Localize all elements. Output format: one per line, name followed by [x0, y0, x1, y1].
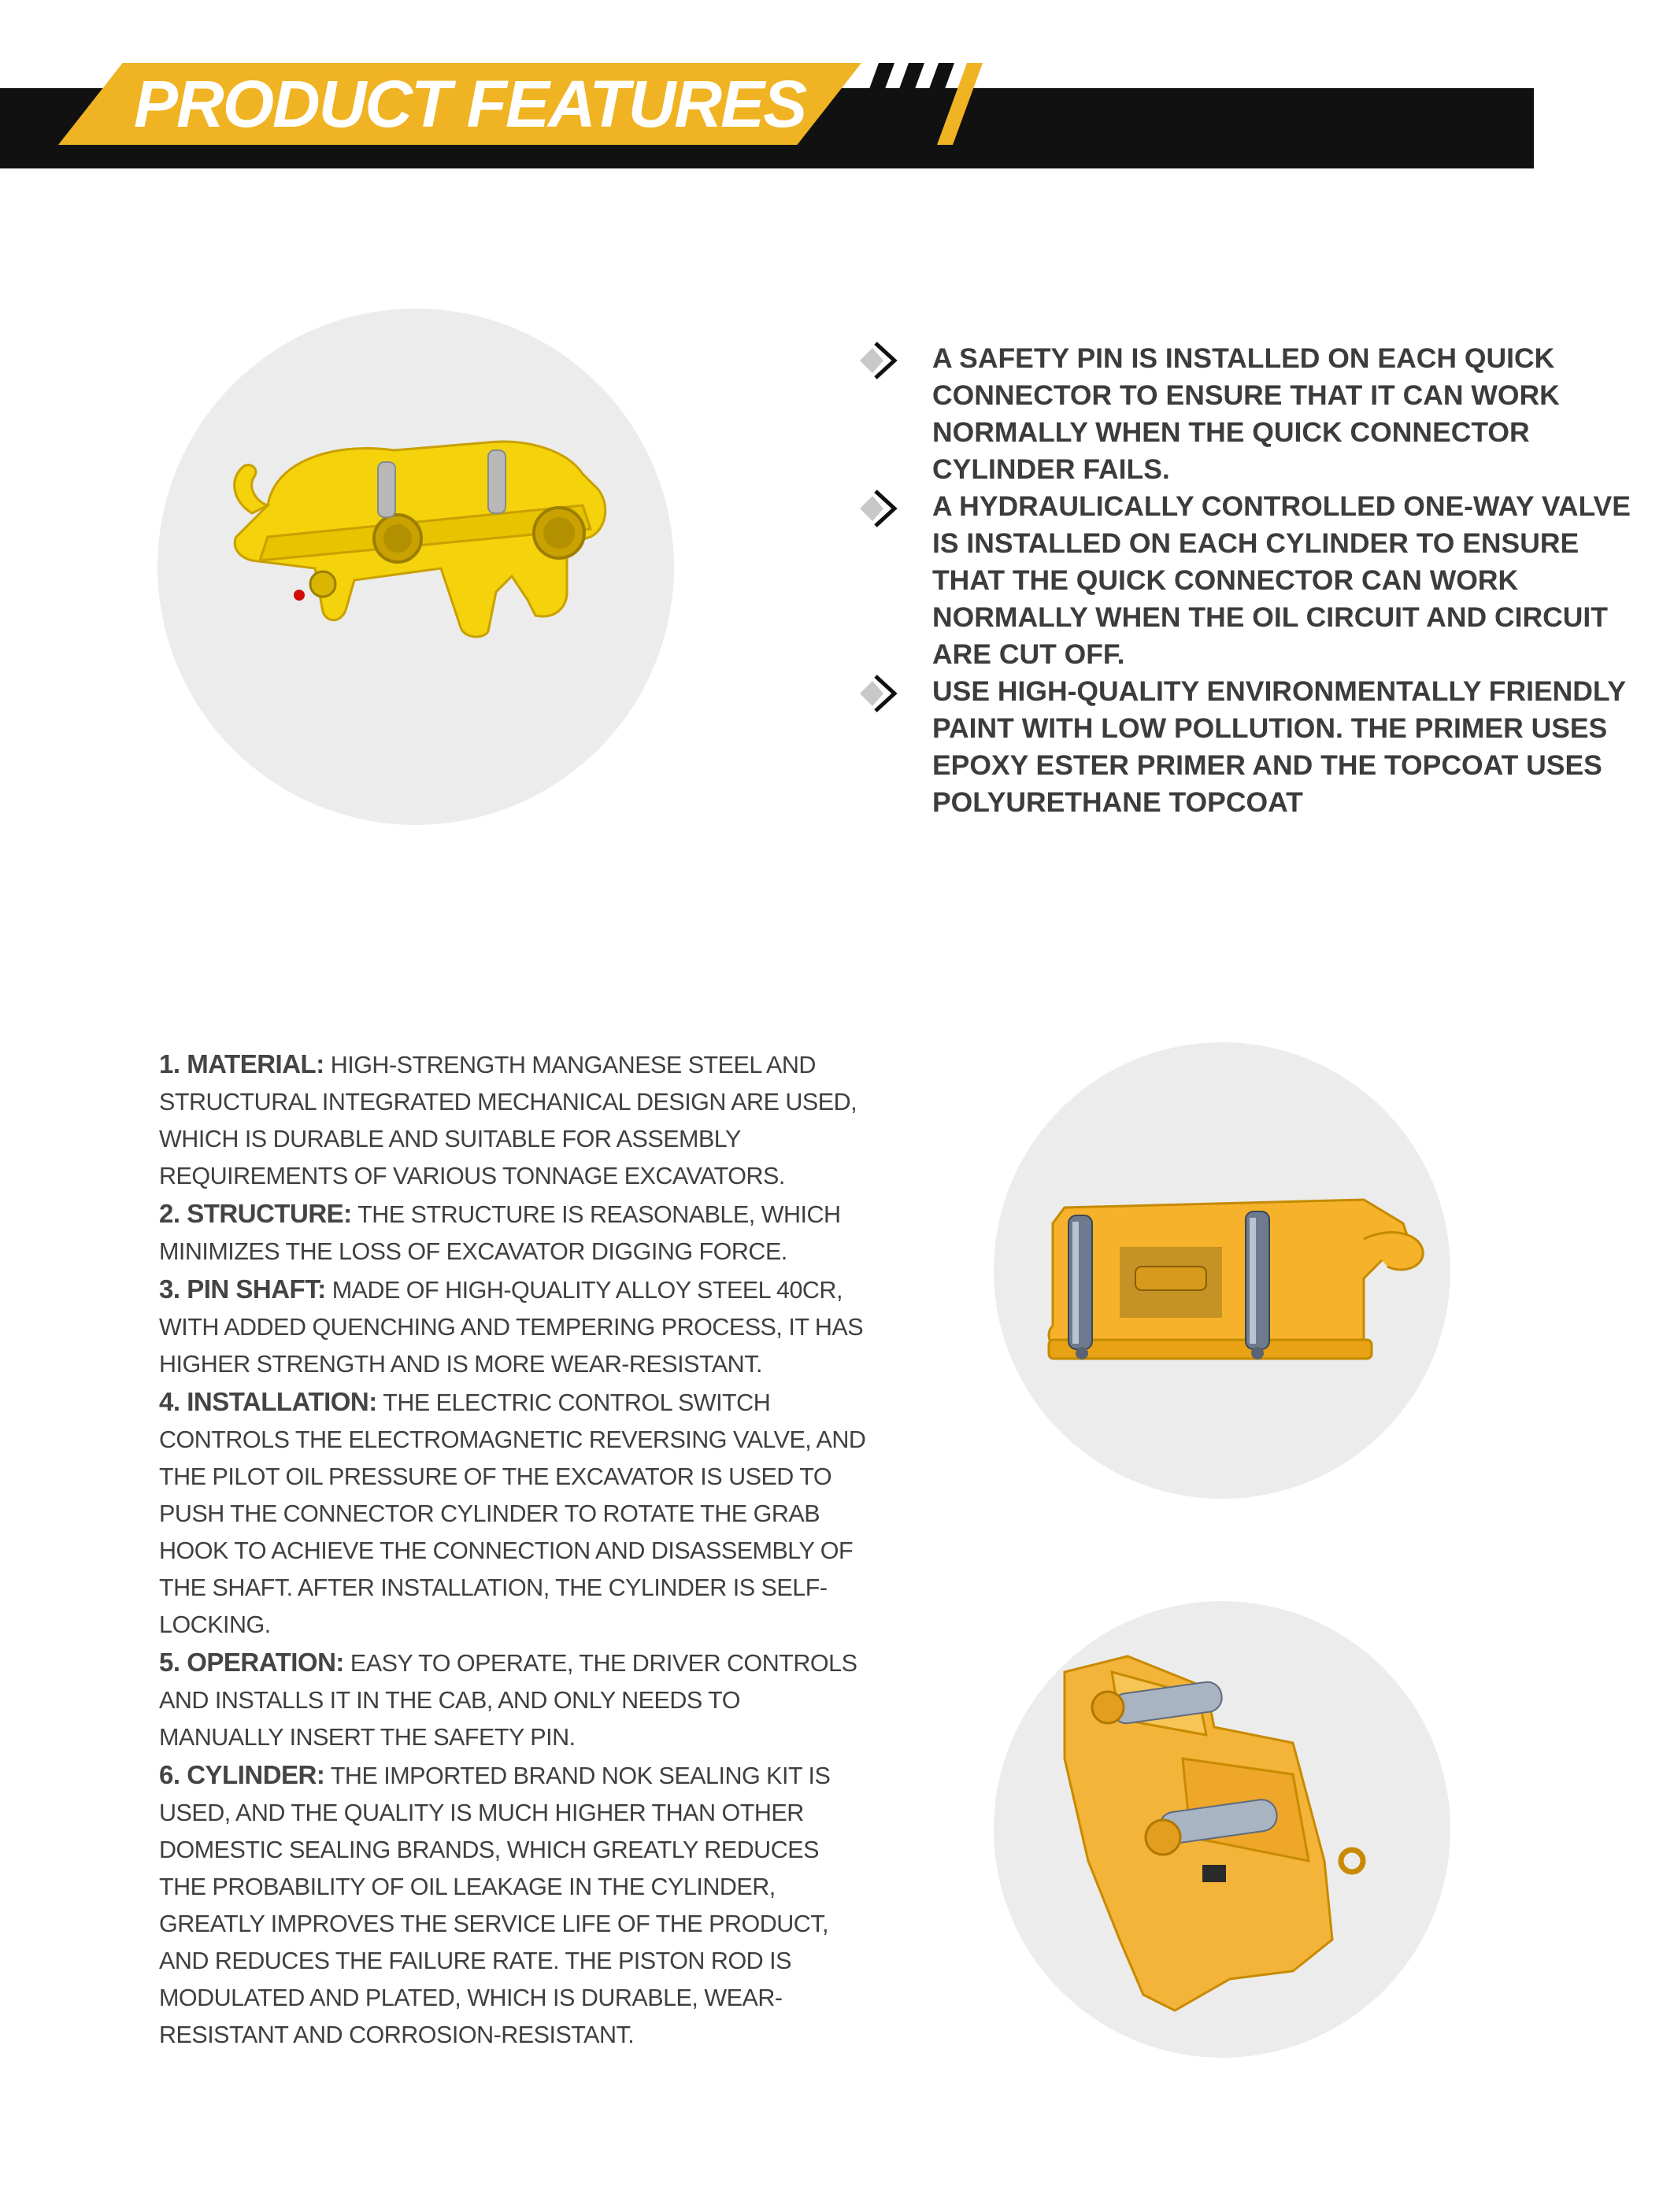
feature-text: A SAFETY PIN IS INSTALLED ON EACH QUICK CONNECTOR TO ENSURE THAT IT CAN WORK NORMALLY WHEN THE QUICK CONNECTOR CYLINDER FAILS. [932, 342, 1560, 485]
feature-item [855, 488, 1643, 673]
feature-text: USE HIGH-QUALITY ENVIRONMENTALLY FRIENDLY PAINT WITH LOW POLLUTION. THE PRIMER USES EPOXY ESTER PRIMER AND THE TOPCOAT USES POLYURETHANE TOPCOAT [932, 675, 1626, 818]
double-chevron-right-icon [855, 673, 899, 714]
spec-item-installation [159, 1383, 868, 1644]
spec-label: 2. STRUCTURE: [159, 1199, 352, 1228]
spec-label: 6. CYLINDER: [159, 1760, 325, 1789]
feature-item [855, 673, 1643, 821]
spec-text: THE IMPORTED BRAND NOK SEALING KIT IS USED, AND THE QUALITY IS MUCH HIGHER THAN OTHER DOMESTIC SEALING BRANDS, WHICH GREATLY REDUCES THE PROBABILITY OF OIL LEAKAGE IN THE CYLINDER, GREATLY IMPROVES THE SERVICE LIFE OF THE PRODUCT, AND REDUCES THE FAILURE RATE. THE PISTON ROD IS MODULATED AND PLATED, WHICH IS DURABLE, WEAR-RESISTANT AND CORROSION-RESISTANT. [159, 1763, 831, 2048]
page-title: PRODUCT FEATURES [134, 67, 806, 141]
spec-item-cylinder [159, 1756, 868, 2054]
double-chevron-right-icon [855, 340, 899, 381]
feature-text: A HYDRAULICALLY CONTROLLED ONE-WAY VALVE IS INSTALLED ON EACH CYLINDER TO ENSURE THAT THE QUICK CONNECTOR CAN WORK NORMALLY WHEN THE OIL CIRCUIT AND CIRCUIT ARE CUT OFF. [932, 490, 1631, 670]
spec-item-structure [159, 1195, 868, 1271]
spec-text: THE ELECTRIC CONTROL SWITCH CONTROLS THE ELECTROMAGNETIC REVERSING VALVE, AND THE PILOT OIL PRESSURE OF THE EXCAVATOR IS USED TO PUSH THE CONNECTOR CYLINDER TO ROTATE THE GRAB HOOK TO ACHIEVE THE CONNECTION AND DISASSEMBLY OF THE SHAFT. AFTER INSTALLATION, THE CYLINDER IS SELF-LOCKING. [159, 1389, 866, 1638]
product-image-quick-coupler-side [157, 309, 674, 825]
product-image-quick-coupler-angle [994, 1601, 1450, 2058]
spec-label: 4. INSTALLATION: [159, 1387, 377, 1416]
product-image-quick-coupler-top [994, 1042, 1450, 1499]
spec-text: MADE OF HIGH-QUALITY ALLOY STEEL 40CR, WITH ADDED QUENCHING AND TEMPERING PROCESS, IT HAS HIGHER STRENGTH AND IS MORE WEAR-RESISTANT. [159, 1277, 864, 1378]
features-list [855, 340, 1643, 821]
spec-text: THE STRUCTURE IS REASONABLE, WHICH MINIMIZES THE LOSS OF EXCAVATOR DIGGING FORCE. [159, 1201, 841, 1265]
spec-item-operation [159, 1644, 868, 1756]
spec-text: EASY TO OPERATE, THE DRIVER CONTROLS AND INSTALLS IT IN THE CAB, AND ONLY NEEDS TO MANUALLY INSERT THE SAFETY PIN. [159, 1650, 857, 1751]
spec-label: 5. OPERATION: [159, 1648, 344, 1677]
spec-item-pin-shaft [159, 1271, 868, 1383]
header-stripes-decoration [849, 63, 983, 145]
spec-label: 1. MATERIAL: [159, 1049, 324, 1078]
spec-label: 3. PIN SHAFT: [159, 1274, 326, 1304]
spec-text: HIGH-STRENGTH MANGANESE STEEL AND STRUCTURAL INTEGRATED MECHANICAL DESIGN ARE USED, WHICH IS DURABLE AND SUITABLE FOR ASSEMBLY REQUIREMENTS OF VARIOUS TONNAGE EXCAVATORS. [159, 1052, 857, 1189]
spec-item-material [159, 1045, 868, 1195]
specifications-list [159, 1045, 868, 2054]
feature-item [855, 340, 1643, 488]
double-chevron-right-icon [855, 488, 899, 529]
